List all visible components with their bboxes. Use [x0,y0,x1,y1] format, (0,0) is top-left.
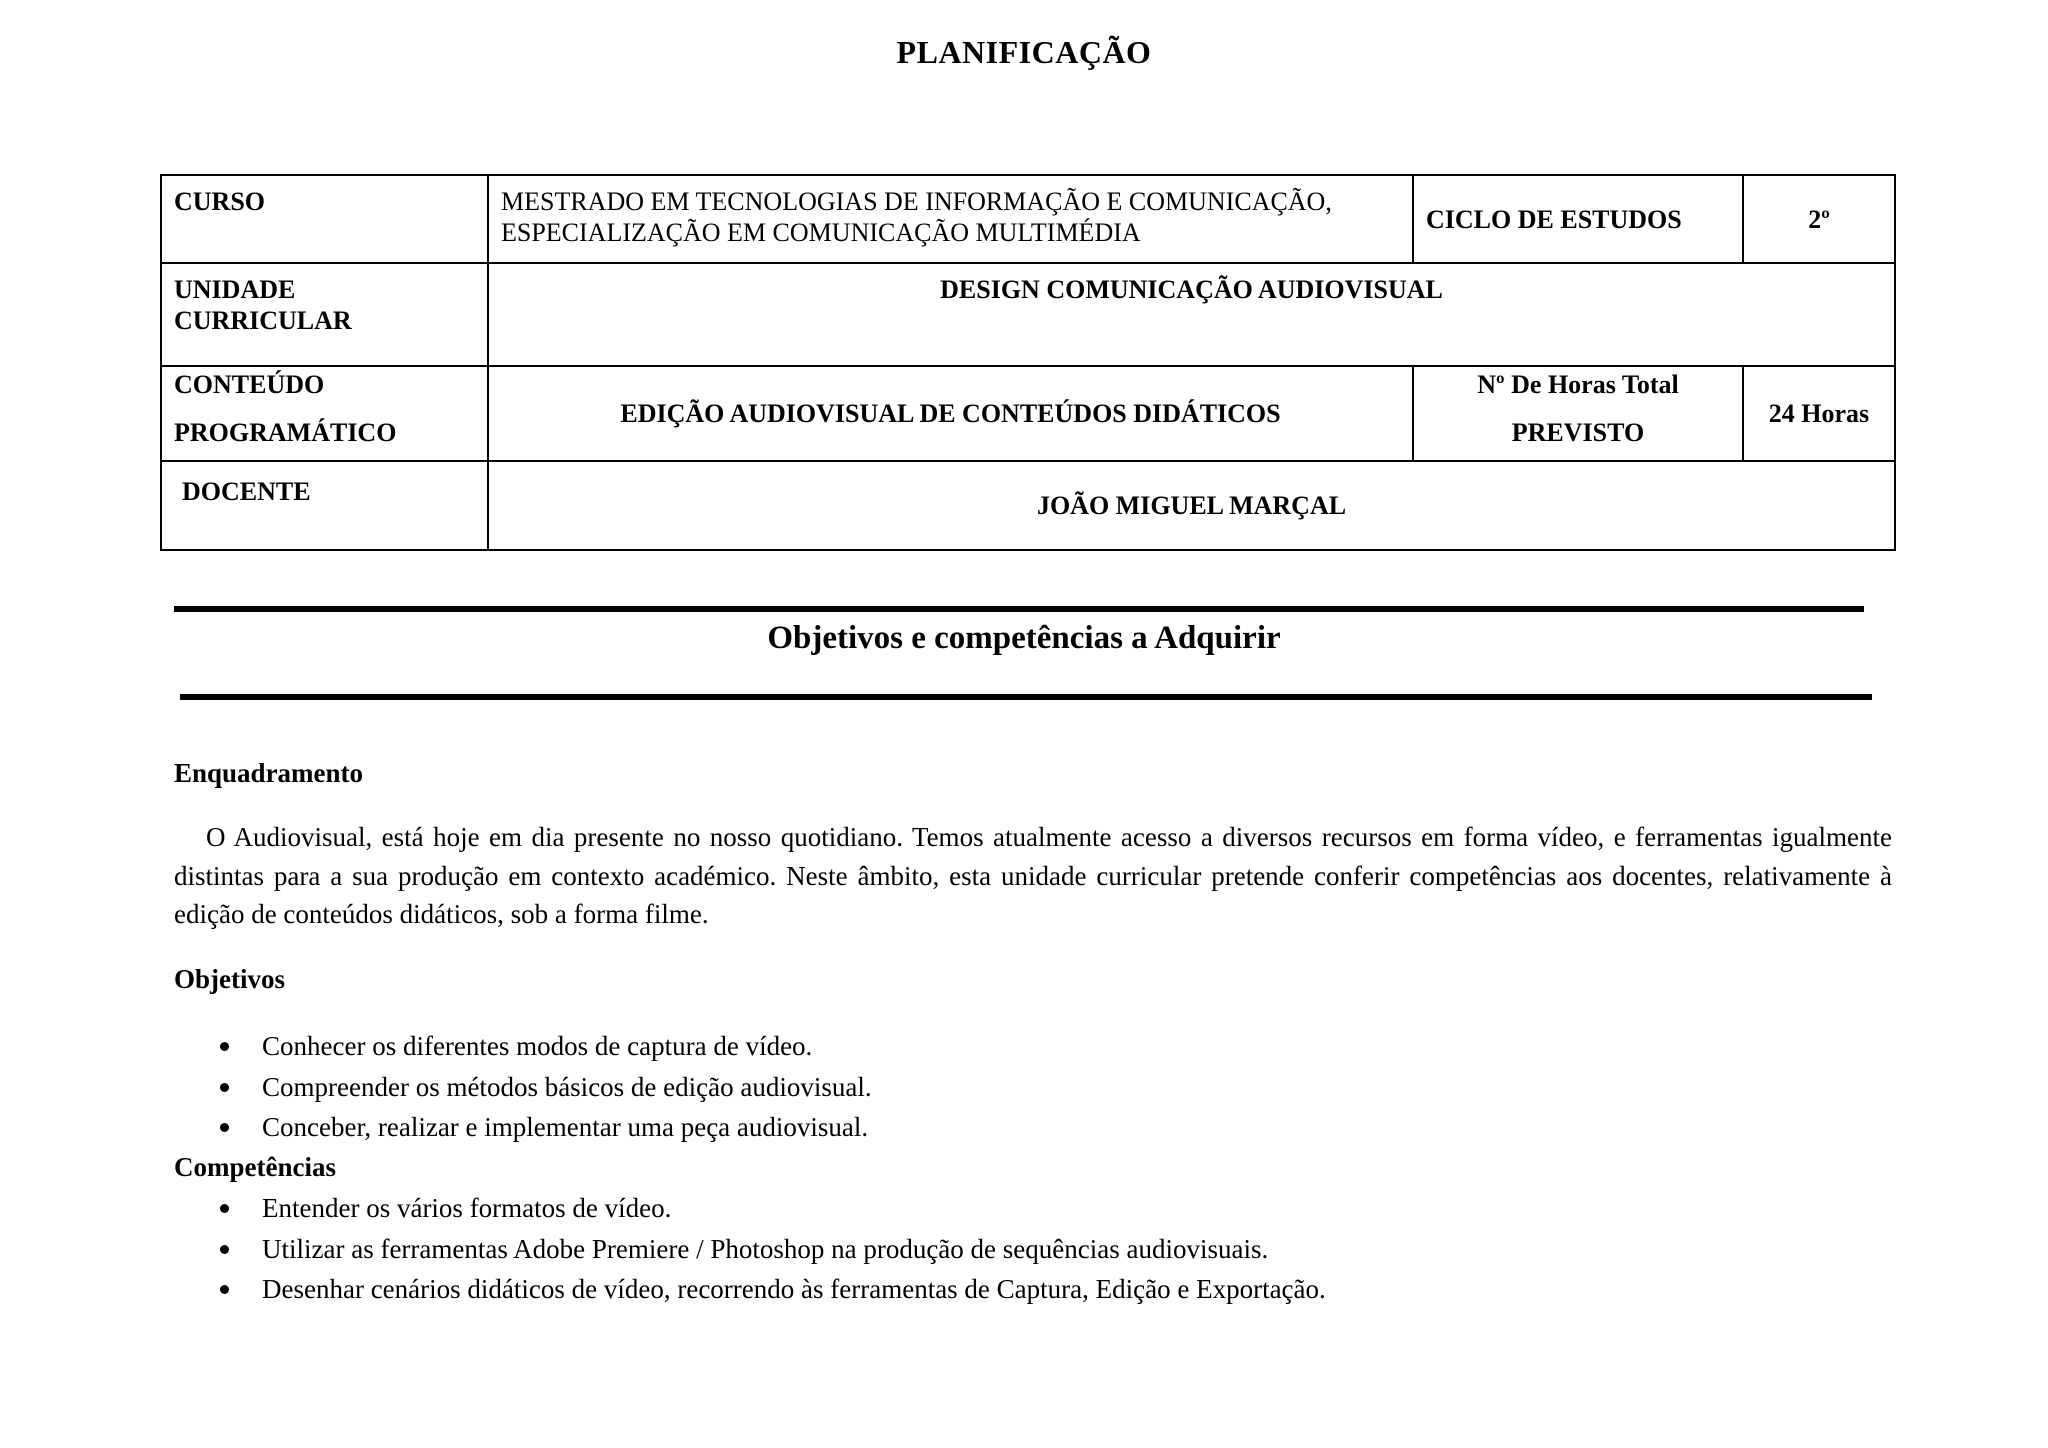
list-item: Desenhar cenários didáticos de vídeo, recorrendo às ferramentas de Captura, Edição e Exportação. [174,1269,1326,1310]
conteudo-value: EDIÇÃO AUDIOVISUAL DE CONTEÚDOS DIDÁTICOS [488,366,1413,461]
horas-label-line1: Nº De Horas Total [1477,370,1679,399]
objetivos-list [174,1026,872,1148]
unidade-value: DESIGN COMUNICAÇÃO AUDIOVISUAL [488,263,1895,366]
table-row-curso [161,175,1895,263]
table-row-unidade [161,263,1895,366]
horas-label [1413,366,1743,461]
conteudo-label-line1: CONTEÚDO [174,370,325,399]
curso-label: CURSO [161,175,488,263]
docente-value: JOÃO MIGUEL MARÇAL [488,461,1895,550]
enquadramento-text: O Audiovisual, está hoje em dia presente no nosso quotidiano. Temos atualmente acesso a diversos recursos em forma vídeo, e ferramentas igualmente distintas para a sua produção em contexto académico. Neste âmbito, esta unidade curricular pretende conferir competências aos docentes, relativamente à edição de conteúdos didáticos, sob a forma filme. [174,822,1892,929]
competencias-list [174,1188,1326,1310]
section-bottom-rule [180,694,1872,700]
unidade-label [161,263,488,366]
horas-value: 24 Horas [1743,366,1895,461]
list-item: Entender os vários formatos de vídeo. [174,1188,1326,1229]
list-item: Conceber, realizar e implementar uma peça audiovisual. [174,1107,872,1148]
ciclo-value: 2º [1743,175,1895,263]
horas-label-line2: PREVISTO [1511,418,1645,447]
section-top-rule [174,606,1864,612]
objetivos-heading: Objetivos [174,964,285,994]
curso-value [488,175,1413,263]
list-item: Utilizar as ferramentas Adobe Premiere / Photoshop na produção de sequências audiovisuais. [174,1229,1326,1270]
competencias-heading: Competências [174,1152,336,1182]
page-title: PLANIFICAÇÃO [896,34,1152,70]
unidade-label-line2: CURRICULAR [174,306,352,335]
table-row-docente [161,461,1895,550]
list-item: Conhecer os diferentes modos de captura de vídeo. [174,1026,872,1067]
ciclo-label: CICLO DE ESTUDOS [1413,175,1743,263]
course-info-table [160,174,1896,551]
enquadramento-heading: Enquadramento [174,758,364,788]
curso-value-line1: MESTRADO EM TECNOLOGIAS DE INFORMAÇÃO E COMUNICAÇÃO, [501,187,1332,216]
conteudo-label [161,366,488,461]
section-title: Objetivos e competências a Adquirir [767,620,1281,656]
curso-value-line2: ESPECIALIZAÇÃO EM COMUNICAÇÃO MULTIMÉDIA [501,218,1141,247]
list-item: Compreender os métodos básicos de edição audiovisual. [174,1067,872,1108]
docente-label: DOCENTE [161,461,488,550]
table-row-conteudo [161,366,1895,461]
unidade-label-line1: UNIDADE [174,275,296,304]
conteudo-label-line2: PROGRAMÁTICO [174,418,397,447]
